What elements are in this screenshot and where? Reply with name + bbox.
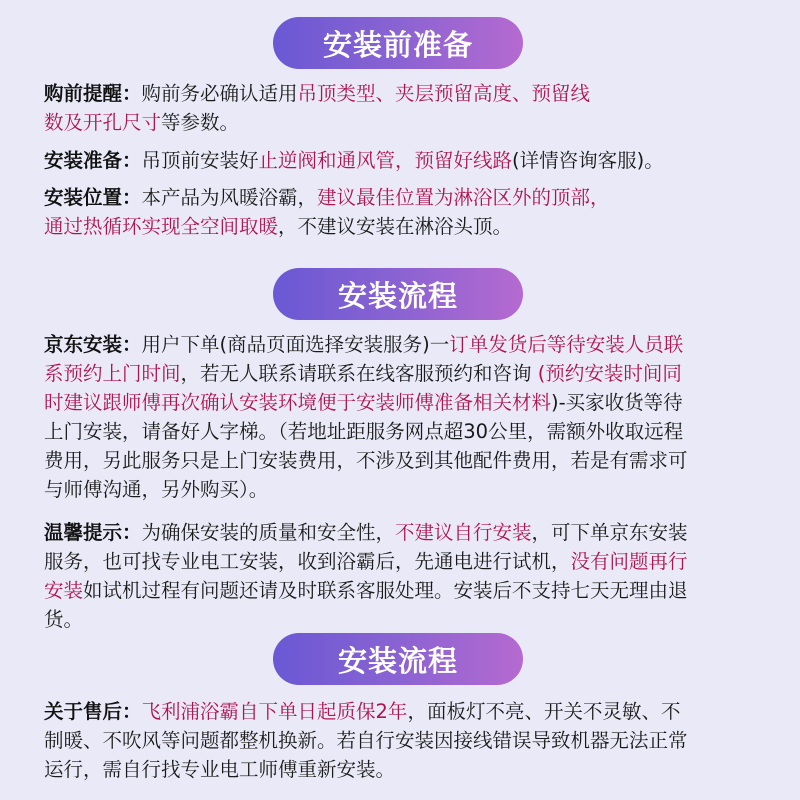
- highlight-text: 时建议跟师傅再次确认安装环境便于安装师傅准备相关材料: [44, 391, 552, 414]
- section-header-process: 安装流程: [273, 268, 523, 320]
- highlight-text: 不建议自行安装: [395, 521, 532, 544]
- text: 如试机过程有问题还请及时联系客服处理。安装后不支持七天无理由退: [83, 579, 688, 602]
- text-line: [44, 518, 774, 547]
- highlight-text: 系预约上门时间: [44, 362, 181, 385]
- highlight-text: 飞利浦浴霸自下单日起质保2年: [141, 700, 408, 723]
- label-warm-tip: 温馨提示：: [44, 521, 142, 544]
- paragraph-warm-tip: [44, 518, 774, 634]
- section-header-after-sales: 安装流程: [273, 633, 523, 685]
- paragraph-install-prep: [44, 146, 774, 175]
- label-pre-purchase: 购前提醒：: [44, 82, 142, 105]
- text: 吊顶前安装好: [141, 149, 259, 172]
- text-line: [44, 146, 774, 175]
- text: ，可下单京东安装: [531, 521, 688, 544]
- label-install-prep: 安装准备：: [44, 149, 142, 172]
- highlight-text: 数及开孔尺寸: [44, 111, 162, 134]
- text: ，面板灯不亮、开关不灵敏、不: [407, 700, 681, 723]
- text-line: 与师傅沟通，另外购买）。: [44, 478, 269, 501]
- text-line: 制暖、不吹风等问题都整机换新。若自行安装因接线错误导致机器无法正常: [44, 729, 688, 752]
- text: 为确保安装的质量和安全性，: [141, 521, 396, 544]
- highlight-text: 吊顶类型、夹层预留高度、预留线: [297, 82, 591, 105]
- text-line: 上门安装，请备好人字梯。（若地址距服务网点超30公里，需额外收取远程: [44, 420, 684, 443]
- text: 购前务必确认适用: [141, 82, 298, 105]
- text: 本产品为风暖浴霸，: [141, 186, 318, 209]
- text-line: 费用，另此服务只是上门安装费用，不涉及到其他配件费用，若是有需求可: [44, 449, 688, 472]
- text-line: [44, 108, 774, 137]
- text-line: [44, 388, 774, 417]
- text: ，若无人联系请联系在线客服预约和咨询: [180, 362, 538, 385]
- label-after-sales: 关于售后：: [44, 700, 142, 723]
- text-line: [44, 547, 774, 576]
- highlight-text: 建议最佳位置为淋浴区外的顶部，: [317, 186, 610, 209]
- paragraph-install-location: [44, 183, 774, 241]
- text-line: 货。: [44, 608, 84, 631]
- highlight-text: (预约安装时间同: [537, 362, 682, 385]
- label-install-location: 安装位置：: [44, 186, 142, 209]
- highlight-text: 止逆阀和通风管，预留好线路: [258, 149, 513, 172]
- highlight-text: 通过热循环实现全空间取暖: [44, 215, 279, 238]
- label-jd-install: 京东安装：: [44, 333, 142, 356]
- section-header-prep: 安装前准备: [273, 17, 523, 69]
- text-line: [44, 330, 774, 359]
- highlight-text: 订单发货后等待安装人员联: [449, 333, 684, 356]
- text-line: [44, 359, 774, 388]
- text-line: 运行，需自行找专业电工师傅重新安装。: [44, 758, 396, 781]
- highlight-text: 安装: [44, 579, 84, 602]
- paragraph-after-sales: [44, 697, 774, 784]
- text: ，不建议安装在淋浴头顶。: [278, 215, 513, 238]
- text: )-买家收货等待: [551, 391, 683, 414]
- text-line: [44, 697, 774, 726]
- text-line: [44, 212, 774, 241]
- paragraph-jd-install: [44, 330, 774, 504]
- paragraph-pre-purchase-reminder: [44, 79, 774, 137]
- text-line: [44, 183, 774, 212]
- highlight-text: 没有问题再行: [570, 550, 688, 573]
- text: 服务，也可找专业电工安装，收到浴霸后，先通电进行试机，: [44, 550, 571, 573]
- text: 等参数。: [161, 111, 240, 134]
- text: 用户下单(商品页面选择安装服务)一: [141, 333, 450, 356]
- text-line: [44, 79, 774, 108]
- text-line: [44, 576, 774, 605]
- text: (详情咨询客服)。: [512, 149, 664, 172]
